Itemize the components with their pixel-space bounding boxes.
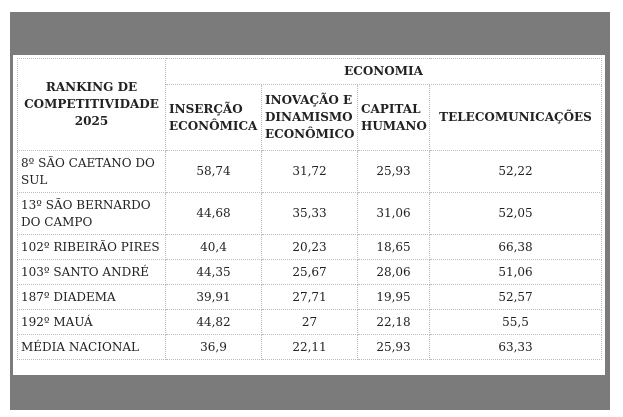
col-header-insercao: INSERÇÃO ECONÔMICA	[166, 85, 262, 151]
row-name: 102º RIBEIRÃO PIRES	[18, 235, 166, 260]
cell-telecom: 66,38	[430, 235, 602, 260]
row-name: 13º SÃO BERNARDO DO CAMPO	[18, 193, 166, 235]
cell-insercao: 40,4	[166, 235, 262, 260]
table-row	[18, 235, 602, 260]
competitiveness-table	[17, 58, 602, 360]
table-row	[18, 335, 602, 360]
row-name: 103º SANTO ANDRÉ	[18, 260, 166, 285]
cell-inovacao: 27	[262, 310, 358, 335]
cell-insercao: 58,74	[166, 151, 262, 193]
table-row	[18, 260, 602, 285]
cell-inovacao: 25,67	[262, 260, 358, 285]
cell-insercao: 44,82	[166, 310, 262, 335]
cell-telecom: 63,33	[430, 335, 602, 360]
table-row	[18, 151, 602, 193]
col-header-capital: CAPITAL HUMANO	[358, 85, 430, 151]
cell-inovacao: 27,71	[262, 285, 358, 310]
table-row	[18, 310, 602, 335]
cell-insercao: 39,91	[166, 285, 262, 310]
cell-capital: 28,06	[358, 260, 430, 285]
cell-telecom: 52,22	[430, 151, 602, 193]
col-header-inovacao: INOVAÇÃO E DINAMISMO ECONÔMICO	[262, 85, 358, 151]
cell-inovacao: 31,72	[262, 151, 358, 193]
cell-inovacao: 20,23	[262, 235, 358, 260]
table-row	[18, 285, 602, 310]
cell-capital: 25,93	[358, 151, 430, 193]
cell-capital: 18,65	[358, 235, 430, 260]
economia-group-header: ECONOMIA	[166, 59, 602, 85]
cell-telecom: 51,06	[430, 260, 602, 285]
cell-telecom: 52,57	[430, 285, 602, 310]
table-row	[18, 193, 602, 235]
row-name: 8º SÃO CAETANO DO SUL	[18, 151, 166, 193]
cell-capital: 31,06	[358, 193, 430, 235]
cell-insercao: 36,9	[166, 335, 262, 360]
cell-capital: 25,93	[358, 335, 430, 360]
cell-capital: 19,95	[358, 285, 430, 310]
row-name: 187º DIADEMA	[18, 285, 166, 310]
table-sheet	[13, 55, 605, 375]
cell-telecom: 55,5	[430, 310, 602, 335]
row-name: 192º MAUÁ	[18, 310, 166, 335]
cell-telecom: 52,05	[430, 193, 602, 235]
col-header-telecom: TELECOMUNICAÇÕES	[430, 85, 602, 151]
cell-inovacao: 35,33	[262, 193, 358, 235]
cell-insercao: 44,35	[166, 260, 262, 285]
ranking-header: RANKING DE COMPETITIVIDADE 2025	[18, 59, 166, 151]
cell-inovacao: 22,11	[262, 335, 358, 360]
row-name: MÉDIA NACIONAL	[18, 335, 166, 360]
cell-insercao: 44,68	[166, 193, 262, 235]
cell-capital: 22,18	[358, 310, 430, 335]
